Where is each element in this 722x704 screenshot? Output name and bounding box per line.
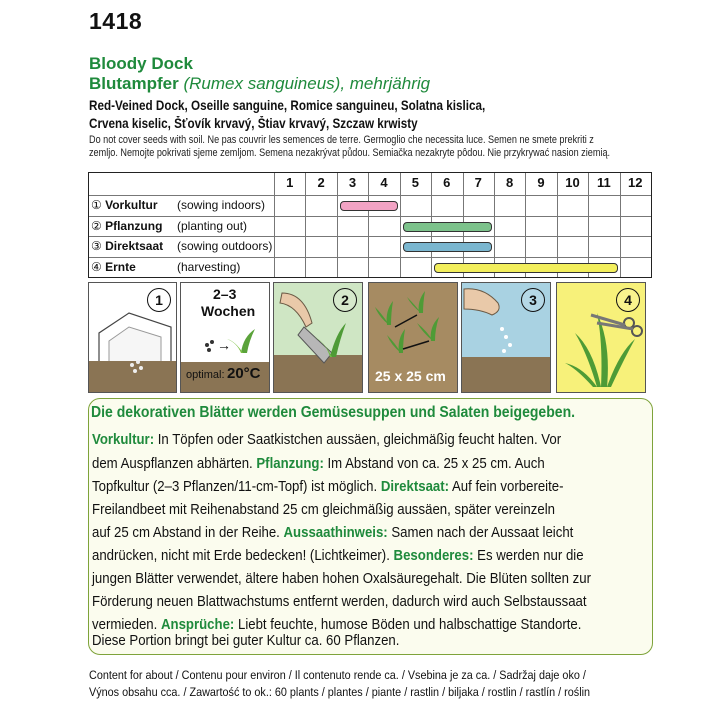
desc-line-3: Topfkultur (2–3 Pflanzen/11-cm-Topf) ist möglich. Direktsaat: Auf fein vorbereite- — [92, 478, 564, 495]
description-headline: Die dekorativen Blätter werden Gemüsesuppen und Salaten beigegeben. — [91, 404, 576, 421]
desc-line-10: Diese Portion bringt bei guter Kultur ca. 60 Pflanzen. — [92, 632, 400, 649]
desc-line-1: Vorkultur: In Töpfen oder Saatkistchen aussäen, gleichmäßig feucht halten. Vor — [92, 431, 562, 448]
desc-line-4: Freilandbeet mit Reihenabstand 25 cm gleichmäßig aussäen, später vereinzeln — [92, 501, 555, 518]
latin-name: (Rumex sanguineus) — [183, 74, 341, 93]
calendar-bar-pflanzung — [403, 222, 492, 232]
calendar-row-english: (harvesting) — [177, 259, 241, 274]
spacing-label: 25 x 25 cm — [375, 368, 446, 384]
calendar-month-3: 3 — [348, 175, 357, 190]
calendar-row-english: (planting out) — [177, 218, 248, 233]
footer-line-1: Content for about / Contenu pour environ / Il contenuto rende ca. / Vsebina je za ca. / Sadržaj daje oko / — [89, 668, 586, 682]
warning-line-2: zemljo. Nemojte pokrivati sjeme zemljom. Semena nezakrývat půdou. Semiačka nezakryte pôdou. Nie przykrywać nasion ziemią. — [89, 147, 611, 159]
calendar-month-6: 6 — [443, 175, 451, 190]
calendar-month-4: 4 — [380, 175, 388, 190]
optimal-label: optimal: — [186, 369, 225, 381]
calendar-month-12: 12 — [628, 175, 643, 190]
calendar-row-divider — [89, 257, 651, 258]
calendar-month-1: 1 — [286, 175, 294, 190]
calendar-row-name: Direktsaat — [105, 239, 164, 253]
panel-germination — [180, 282, 270, 393]
desc-line-5: auf 25 cm Abstand in der Reihe. Aussaathinweis: Samen nach der Aussaat leicht — [92, 524, 574, 541]
desc-line-7: jungen Blätter verwendet, ältere haben hohen Oxalsäuregehalt. Die Blüten sollten zur — [92, 570, 591, 587]
desc-line-6: andrücken, nicht mit Erde bedecken! (Lichtkeimer). Besonderes: Es werden nur die — [92, 547, 584, 564]
calendar-row-name: Ernte — [105, 259, 136, 274]
panel-planting-out — [273, 282, 363, 393]
product-number: 1418 — [89, 8, 143, 34]
other-names-line-2: Crvena kiselic, Šťovík krvavý, Štiav krvavý, Szczaw krwisty — [89, 116, 418, 131]
calendar-month-10: 10 — [565, 175, 580, 190]
step-number-2: 2 — [333, 288, 357, 312]
calendar-row-symbol: ① — [91, 198, 106, 212]
calendar-row-divider — [89, 195, 651, 196]
perennial-label: , mehrjährig — [340, 74, 431, 93]
title-german — [89, 74, 430, 94]
calendar-month-7: 7 — [474, 175, 482, 190]
calendar-row-divider — [89, 236, 651, 237]
calendar-row-label — [91, 217, 248, 235]
calendar-month-5: 5 — [411, 175, 419, 190]
desc-line-8: Förderung neuen Blattwachstums entfernt werden, dadurch wird auch Selbstaussaat — [92, 593, 587, 610]
calendar-month-2: 2 — [317, 175, 325, 190]
germination-weeks: 2–3 — [213, 286, 237, 302]
step-number-4: 4 — [616, 288, 640, 312]
desc-line-9: vermieden. Ansprüche: Liebt feuchte, humose Böden und halbschattige Standorte. — [92, 616, 582, 633]
calendar-bar-ernte — [434, 263, 618, 273]
calendar-row-english: (sowing outdoors) — [177, 239, 273, 253]
calendar-row-divider — [89, 216, 651, 217]
title-english: Bloody Dock — [89, 54, 193, 73]
optimal-temperature: 20°C — [227, 365, 261, 382]
calendar-month-11: 11 — [596, 175, 611, 190]
german-name: Blutampfer — [89, 74, 179, 93]
footer-line-2: Výnos obsahu cca. / Zawartość to ok.: 60 plants / plantes / piante / rastlin / biljaka / rostlin / rastlín / roślin — [89, 685, 591, 699]
sowing-calendar — [88, 172, 652, 278]
calendar-row-name: Vorkultur — [105, 198, 158, 212]
calendar-row-label — [91, 196, 266, 214]
calendar-month-9: 9 — [537, 175, 545, 190]
calendar-bar-vorkultur — [340, 201, 398, 211]
panel-spacing — [368, 282, 458, 393]
panel-sowing-indoors — [88, 282, 177, 393]
calendar-row-label — [91, 258, 241, 276]
panel-sowing-outdoors — [461, 282, 551, 393]
calendar-bar-direktsaat — [403, 242, 492, 252]
other-names-line-1: Red-Veined Dock, Oseille sanguine, Romice sanguineu, Solatna kislica, — [89, 98, 486, 113]
step-number-1: 1 — [147, 288, 171, 312]
weeks-label: Wochen — [201, 303, 256, 319]
warning-line-1: Do not cover seeds with soil. Ne pas couvrir les semences de terre. Germoglio che necessita luce. Semen ne smete prekriti z — [89, 134, 594, 146]
step-number-3: 3 — [521, 288, 545, 312]
calendar-row-symbol: ③ — [91, 239, 106, 253]
calendar-row-name: Pflanzung — [105, 218, 163, 233]
calendar-row-symbol: ② — [91, 218, 106, 233]
calendar-row-symbol: ④ — [91, 259, 106, 274]
calendar-row-english: (sowing indoors) — [177, 198, 266, 212]
calendar-month-8: 8 — [505, 175, 514, 190]
calendar-row-label — [91, 237, 273, 255]
arrow-icon: → — [217, 337, 231, 353]
desc-line-2: dem Auspflanzen abhärten. Pflanzung: Im Abstand von ca. 25 x 25 cm. Auch — [92, 455, 545, 472]
panel-harvesting — [556, 282, 646, 393]
